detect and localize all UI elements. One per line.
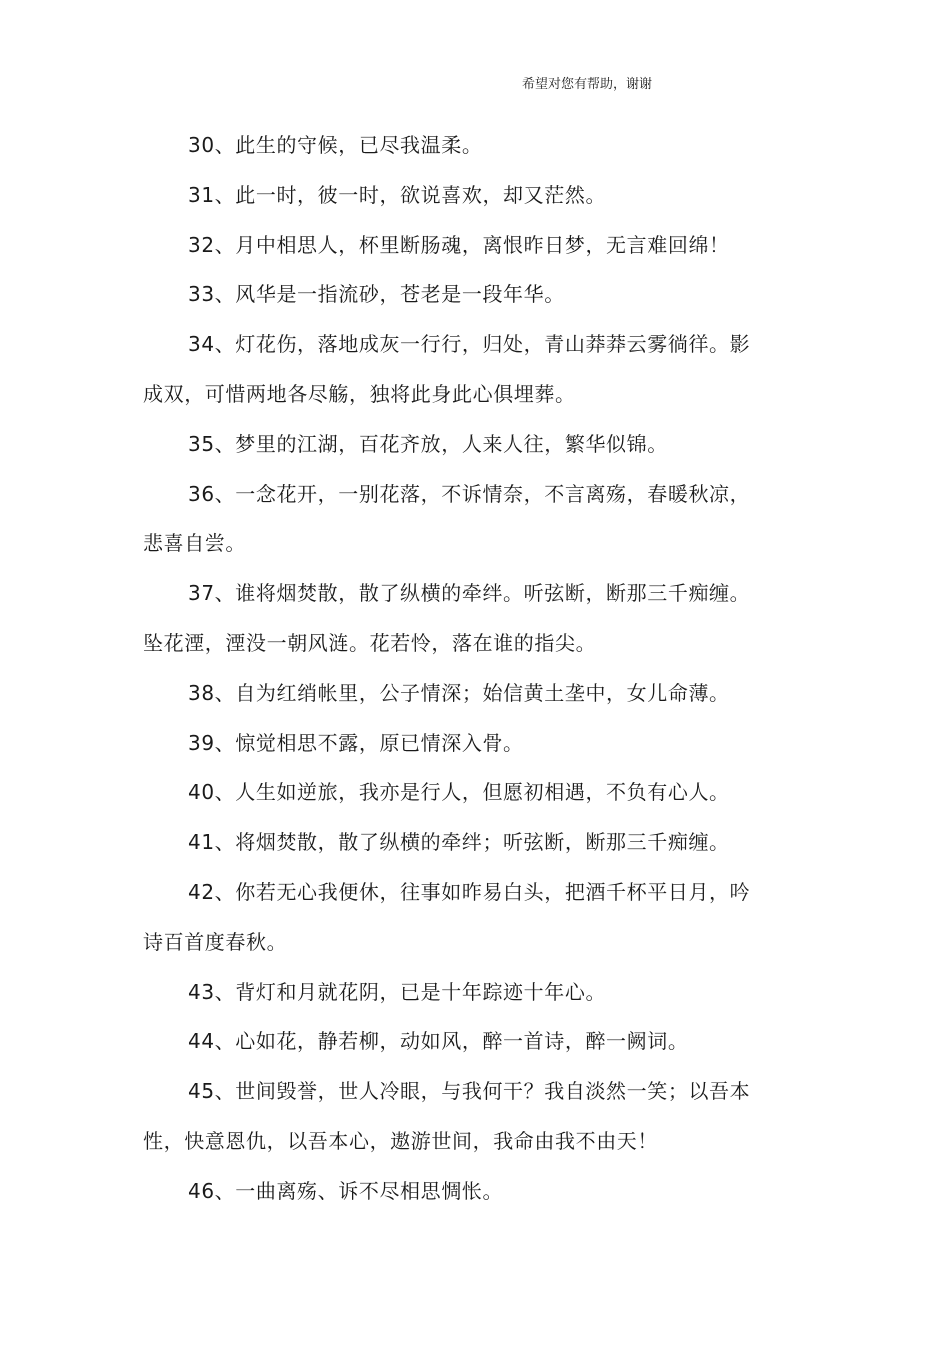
quote-32: 32、月中相思人，杯里断肠魂，离恨昨日梦，无言难回绵！	[188, 232, 730, 257]
quote-31: 31、此一时，彼一时，欲说喜欢，却又茫然。	[188, 182, 607, 207]
quote-44: 44、心如花，静若柳，动如风，醉一首诗，醉一阙词。	[188, 1029, 689, 1054]
quote-46: 46、一曲离殇、诉不尽相思惆怅。	[188, 1178, 504, 1203]
quote-list	[143, 121, 761, 1217]
quote-33: 33、风华是一指流砂，苍老是一段年华。	[188, 282, 565, 307]
quote-43: 43、背灯和月就花阴，已是十年踪迹十年心。	[188, 979, 607, 1004]
quote-38: 38、自为红绡帐里，公子情深；始信黄土垄中，女儿命薄。	[188, 680, 730, 705]
quote-30: 30、此生的守候，已尽我温柔。	[188, 133, 483, 157]
quote-34: 34、灯花伤，落地成灰一行行，归处，青山莽莽云雾徜徉。影成双，可惜两地各尽觞，独将此身此心俱埋葬。	[143, 332, 751, 406]
quote-37: 37、谁将烟焚散，散了纵横的牵绊。听弦断，断那三千痴缠。坠花湮，湮没一朝风涟。花若怜，落在谁的指尖。	[143, 581, 751, 655]
quote-45: 45、世间毁誉，世人冷眼，与我何干？我自淡然一笑；以吾本性，快意恩仇，以吾本心，遨游世间，我命由我不由天！	[143, 1079, 751, 1153]
quote-39: 39、惊觉相思不露，原已情深入骨。	[188, 730, 524, 755]
header-note: 希望对您有帮助，谢谢	[522, 77, 653, 92]
quote-35: 35、梦里的江湖，百花齐放，人来人往，繁华似锦。	[188, 431, 668, 456]
quote-42: 42、你若无心我便休，往事如昨易白头，把酒千杯平日月，吟诗百首度春秋。	[143, 879, 751, 954]
quote-40: 40、人生如逆旅，我亦是行人，但愿初相遇，不负有心人。	[188, 780, 730, 805]
quote-41: 41、将烟焚散，散了纵横的牵绊；听弦断，断那三千痴缠。	[188, 830, 730, 855]
quote-36: 36、一念花开，一别花落，不诉情奈，不言离殇，春暖秋凉，悲喜自尝。	[143, 481, 751, 556]
